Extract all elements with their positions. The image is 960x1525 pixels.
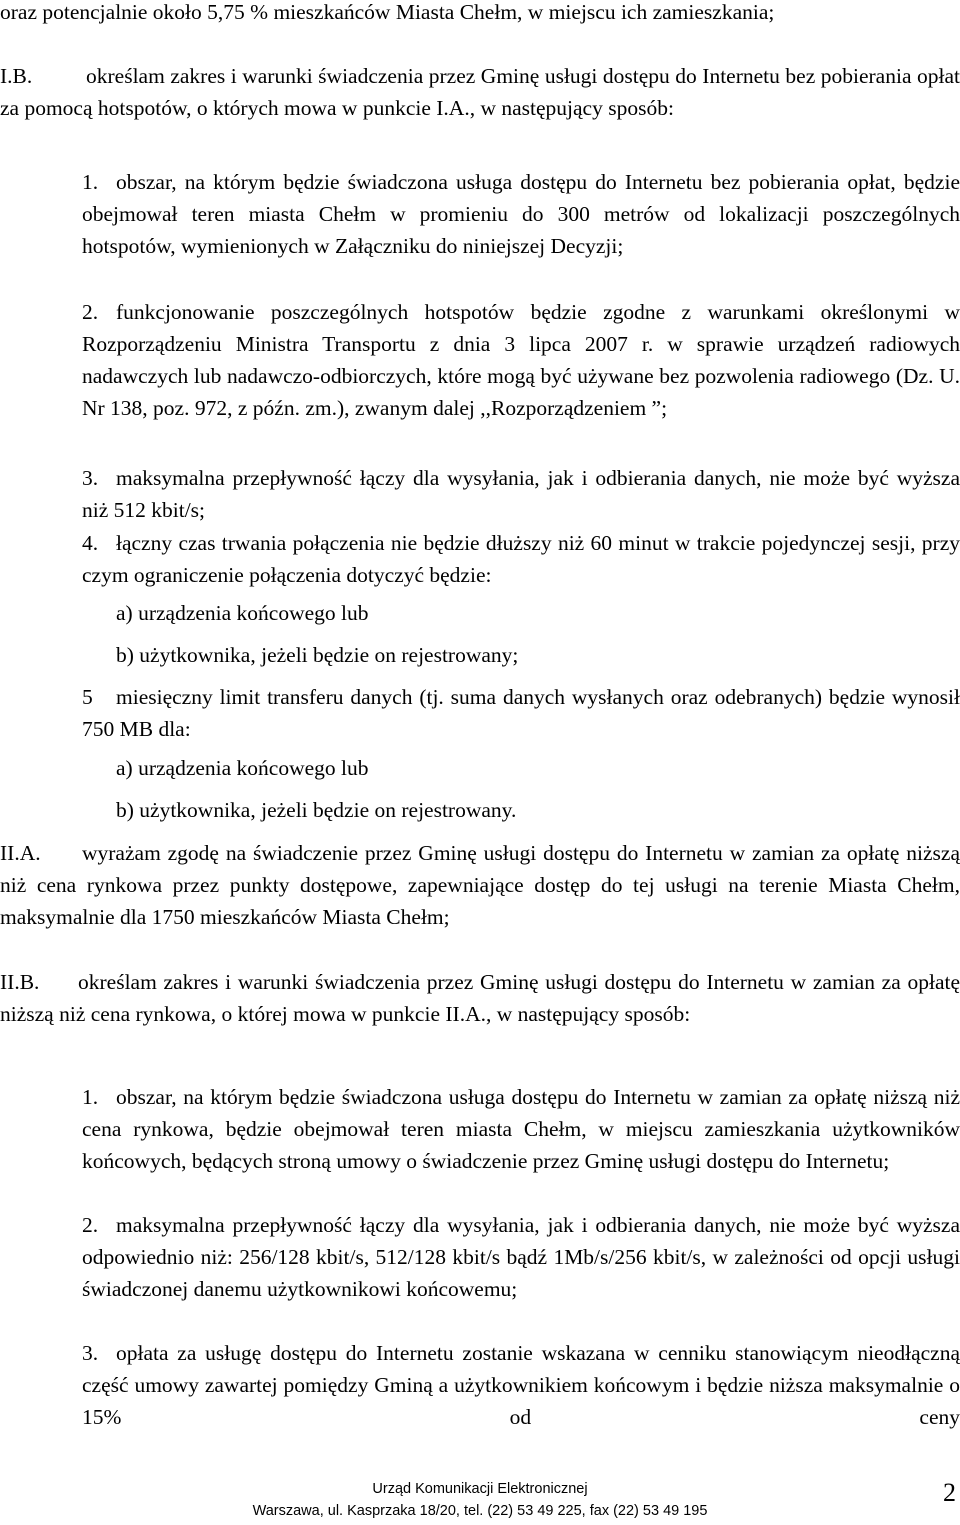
- ib-item-4-number: 4.: [82, 531, 99, 555]
- ib-item-3-text: maksymalna przepływność łączy dla wysyłania, jak i odbierania danych, nie może być wyższa niż 512 kbit/s;: [82, 466, 960, 522]
- intro-paragraph: oraz potencjalnie około 5,75 % mieszkańców Miasta Chełm, w miejscu ich zamieszkania;: [0, 0, 775, 24]
- page-number: 2: [943, 1478, 956, 1507]
- iib-item-1-text: obszar, na którym będzie świadczona usługa dostępu do Internetu w zamian za opłatę niższą niż cena rynkowa, będzie obejmował teren miasta Chełm, w miejscu zamieszkania użytkowników końcowych, będących stroną umowy o świadczenie przez Gminę usługi dostępu do Internetu;: [82, 1085, 960, 1173]
- ib-item-2-number: 2.: [82, 300, 99, 324]
- ib-item-2-text: funkcjonowanie poszczególnych hotspotów będzie zgodne z warunkami określonymi w Rozporządzeniu Ministra Transportu z dnia 3 lipca 2007 r. w sprawie urządzeń radiowych nadawczych lub nadawczo-odbiorczych, które mogą być używane bez pozwolenia radiowego (Dz. U. Nr 138, poz. 972, z późn. zm.), zwanym dalej ,,Rozporządzeniem ”;: [82, 300, 960, 420]
- footer-office-name: Urząd Komunikacji Elektronicznej: [372, 1481, 588, 1497]
- section-iib-text: określam zakres i warunki świadczenia przez Gminę usługi dostępu do Internetu w zamian za opłatę niższą niż cena rynkowa, o której mowa w punkcie II.A., w następujący sposób:: [0, 970, 960, 1026]
- ib-item-1-text: obszar, na którym będzie świadczona usługa dostępu do Internetu bez pobierania opłat, będzie obejmował teren miasta Chełm w promieniu do 300 metrów od lokalizacji poszczególnych hotspotów, wymienionych w Załączniku do niniejszej Decyzji;: [82, 170, 960, 258]
- ib-item-5-text: miesięczny limit transferu danych (tj. suma danych wysłanych oraz odebranych) będzie wynosił 750 MB dla:: [82, 685, 960, 741]
- section-label-iia: II.A.: [0, 841, 41, 865]
- section-label-iib: II.B.: [0, 970, 40, 994]
- ib-item-3-number: 3.: [82, 466, 99, 490]
- iib-item-1-number: 1.: [82, 1085, 99, 1109]
- iib-item-3-text: opłata za usługę dostępu do Internetu zostanie wskazana w cenniku stanowiącym nieodłączną część umowy zawartej pomiędzy Gminą a użytkownikiem końcowym i będzie niższa maksymalnie o 15% od ceny: [82, 1341, 960, 1429]
- ib-item-5-number: 5: [82, 685, 93, 709]
- iib-item-2-text: maksymalna przepływność łączy dla wysyłania, jak i odbierania danych, nie może być wyższa odpowiednio niż: 256/128 kbit/s, 512/128 kbit/s bądź 1Mb/s/256 kbit/s, w zależności od opcji usługi świadczonej danemu użytkownikowi końcowemu;: [82, 1213, 960, 1301]
- ib-item-5-sub-b: b) użytkownika, jeżeli będzie on rejestrowany.: [116, 798, 517, 822]
- ib-item-4-sub-b: b) użytkownika, jeżeli będzie on rejestrowany;: [116, 643, 519, 667]
- section-iia-text: wyrażam zgodę na świadczenie przez Gminę usługi dostępu do Internetu w zamian za opłatę niższą niż cena rynkowa przez punkty dostępowe, zapewniające dostęp do tej usługi na terenie Miasta Chełm, maksymalnie dla 1750 mieszkańców Miasta Chełm;: [0, 841, 960, 929]
- ib-item-5-sub-a: a) urządzenia końcowego lub: [116, 756, 369, 780]
- ib-item-1-number: 1.: [82, 170, 99, 194]
- ib-item-4-text: łączny czas trwania połączenia nie będzie dłuższy niż 60 minut w trakcie pojedynczej sesji, przy czym ograniczenie połączenia dotyczyć będzie:: [82, 531, 960, 587]
- section-ib-text: określam zakres i warunki świadczenia przez Gminę usługi dostępu do Internetu bez pobierania opłat za pomocą hotspotów, o których mowa w punkcie I.A., w następujący sposób:: [0, 64, 960, 120]
- iib-item-2-number: 2.: [82, 1213, 99, 1237]
- section-label-ib: I.B.: [0, 64, 33, 88]
- iib-item-3-number: 3.: [82, 1341, 99, 1365]
- footer-address: Warszawa, ul. Kasprzaka 18/20, tel. (22) 53 49 225, fax (22) 53 49 195: [252, 1503, 708, 1519]
- ib-item-4-sub-a: a) urządzenia końcowego lub: [116, 601, 369, 625]
